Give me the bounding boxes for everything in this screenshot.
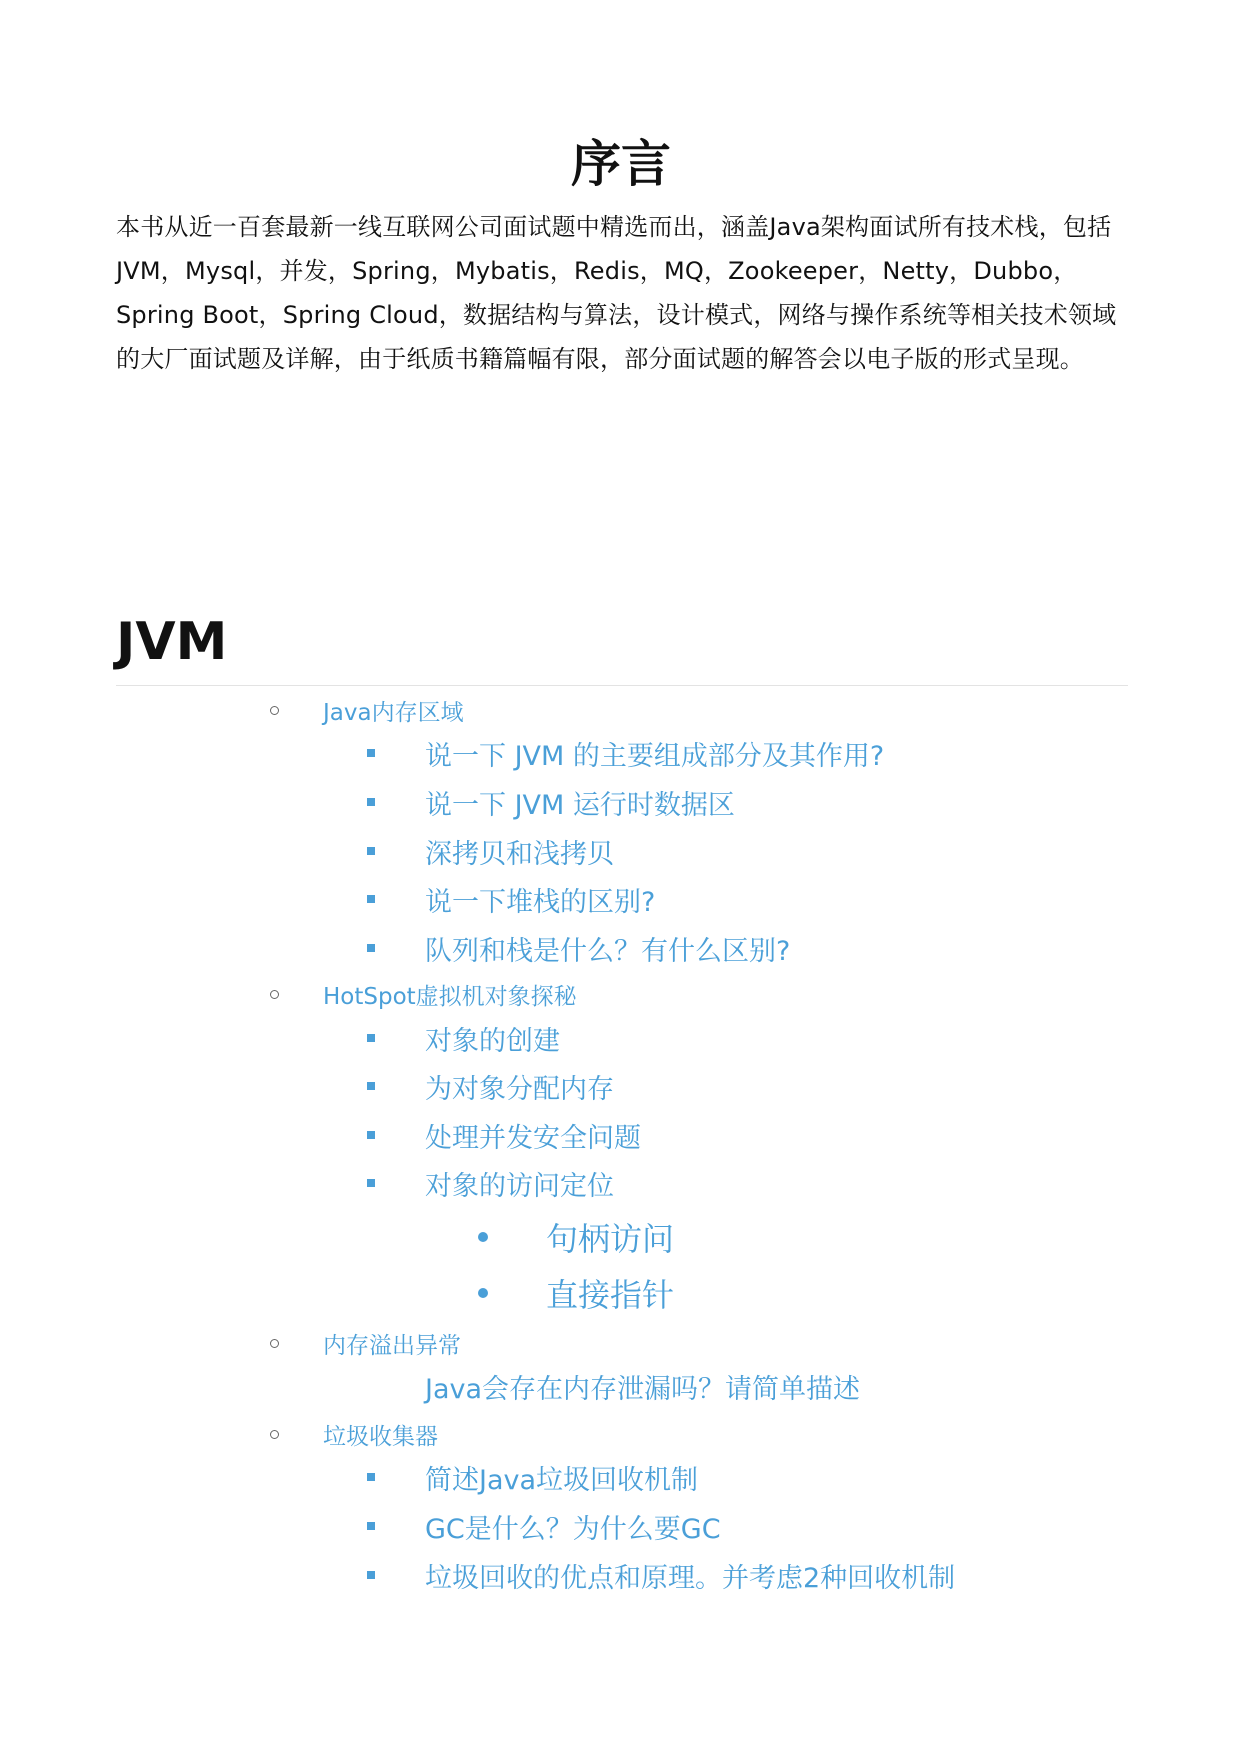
square-bullet-icon xyxy=(367,1179,375,1187)
square-bullet-icon xyxy=(367,798,375,806)
toc-item-object-creation[interactable] xyxy=(367,1019,560,1057)
toc-item-jvm-runtime-data-area[interactable] xyxy=(367,783,735,821)
toc-item-what-is-gc[interactable] xyxy=(367,1507,721,1545)
hollow-circle-bullet-icon xyxy=(270,1430,279,1439)
toc-item-memory-leak[interactable] xyxy=(367,1367,860,1405)
toc-item-java-memory-areas[interactable] xyxy=(270,694,464,726)
toc-link[interactable]: 说一下堆栈的区别? xyxy=(425,886,656,918)
toc-link[interactable]: 处理并发安全问题 xyxy=(425,1122,641,1154)
toc-link[interactable]: 垃圾回收的优点和原理。并考虑2种回收机制 xyxy=(425,1562,956,1594)
toc-link[interactable]: 深拷贝和浅拷贝 xyxy=(425,838,614,870)
square-bullet-icon xyxy=(367,1131,375,1139)
toc-link[interactable]: 垃圾收集器 xyxy=(323,1423,438,1450)
toc-item-gc-pros-principles[interactable] xyxy=(367,1556,955,1594)
square-bullet-icon xyxy=(367,1082,375,1090)
toc-item-deep-shallow-copy[interactable] xyxy=(367,832,614,870)
hollow-circle-bullet-icon xyxy=(270,1339,279,1348)
square-bullet-icon xyxy=(367,944,375,952)
square-bullet-icon xyxy=(367,1571,375,1579)
toc-item-concurrency-safety[interactable] xyxy=(367,1116,641,1154)
preface-title: 序言 xyxy=(571,135,671,193)
toc-item-handle-access[interactable] xyxy=(478,1215,674,1259)
toc-link[interactable]: 内存溢出异常 xyxy=(323,1332,461,1359)
toc-link[interactable]: Java内存区域 xyxy=(323,699,464,726)
preface-paragraph: 本书从近一百套最新一线互联网公司面试题中精选而出，涵盖Java架构面试所有技术栈，包括JVM，Mysql，并发，Spring，Mybatis，Redis，MQ，Zookeeper，Netty，Dubbo，Spring Boot，Spring Cloud，数据结构与算法，设计模式，网络与操作系统等相关技术领域的大厂面试题及详解，由于纸质书籍篇幅有限，部分面试题的解答会以电子版的形式呈现。 xyxy=(116,213,1117,373)
square-bullet-icon xyxy=(367,1522,375,1530)
square-bullet-icon xyxy=(367,1034,375,1042)
toc-link[interactable]: GC是什么？为什么要GC xyxy=(425,1513,721,1545)
toc-link[interactable]: 为对象分配内存 xyxy=(425,1073,614,1105)
section-title-jvm: JVM xyxy=(116,612,228,672)
toc-link[interactable]: 说一下 JVM 运行时数据区 xyxy=(425,789,735,821)
square-bullet-icon xyxy=(367,749,375,757)
toc-item-gc-mechanism[interactable] xyxy=(367,1458,698,1496)
toc-item-queue-stack[interactable] xyxy=(367,929,790,967)
filled-circle-bullet-icon xyxy=(478,1232,488,1242)
toc-link[interactable]: Java会存在内存泄漏吗？请简单描述 xyxy=(425,1373,861,1405)
hollow-circle-bullet-icon xyxy=(270,990,279,999)
toc-link[interactable]: 对象的创建 xyxy=(425,1025,560,1057)
toc-item-object-access-location[interactable] xyxy=(367,1164,614,1202)
filled-circle-bullet-icon xyxy=(478,1288,488,1298)
square-bullet-icon xyxy=(367,895,375,903)
toc-item-garbage-collector[interactable] xyxy=(270,1418,438,1450)
toc-item-out-of-memory[interactable] xyxy=(270,1327,461,1359)
toc-link[interactable]: HotSpot虚拟机对象探秘 xyxy=(323,983,577,1010)
toc-link[interactable]: 直接指针 xyxy=(546,1276,675,1314)
toc-link[interactable]: 说一下 JVM 的主要组成部分及其作用? xyxy=(425,740,885,772)
toc-item-direct-pointer[interactable] xyxy=(478,1271,674,1315)
toc-link[interactable]: 队列和栈是什么？有什么区别? xyxy=(425,935,791,967)
toc-item-object-memory-allocation[interactable] xyxy=(367,1067,614,1105)
square-bullet-icon xyxy=(367,1473,375,1481)
toc-link[interactable]: 句柄访问 xyxy=(546,1220,675,1258)
hollow-circle-bullet-icon xyxy=(270,706,279,715)
square-bullet-icon xyxy=(367,847,375,855)
toc-link[interactable]: 对象的访问定位 xyxy=(425,1170,614,1202)
toc-item-heap-stack-difference[interactable] xyxy=(367,880,655,918)
toc-item-hotspot-objects[interactable] xyxy=(270,978,577,1010)
toc-link[interactable]: 简述Java垃圾回收机制 xyxy=(425,1464,699,1496)
toc-item-jvm-components[interactable] xyxy=(367,734,884,772)
